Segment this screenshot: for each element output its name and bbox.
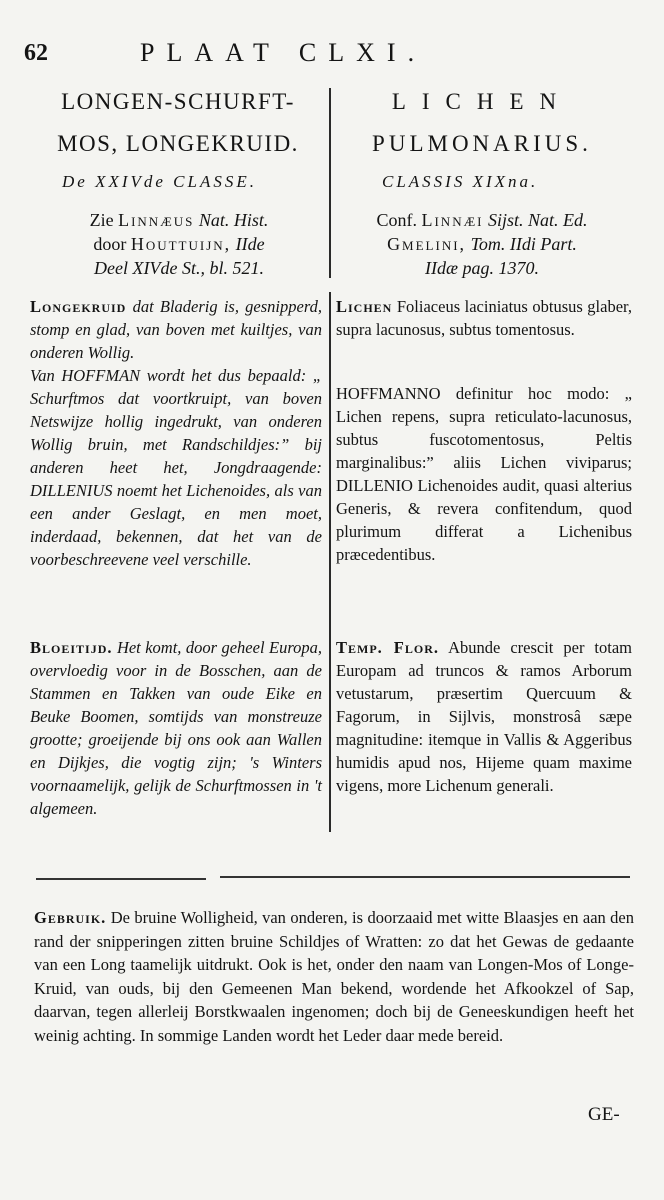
separator-right [220,876,630,878]
latin-name-line2: PULMONARIUS. [372,131,592,156]
dutch-class-label: De XXIVde CLASSE. [62,172,257,191]
latin-name-line1: LICHEN [391,89,573,114]
dutch-description: Longekruid dat Bladerig is, gesnipperd, stomp en glad, van boven met kuiltjes, van onderen Wollig. Van HOFFMAN wordt het dus bepaald: „ Schurftmos dat voortkruipt, van boven Netswijze hollig ingedrukt, van onderen Wollig bruin, met Randschildjes:” bij anderen heet het, Jongdraagende: DILLENIUS noemt het Lichenoides, als van een ander Geslagt, en men moet, inderdaad, bekennen, dat het van de voorbeschreevene veel verschille. [30,297,323,569]
plate-title: PLAAT CLXI. [140,38,427,67]
usage-paragraph: Gebruik. De bruine Wolligheid, van onderen, is doorzaaid met witte Blaasjes en aan den rand der snipperingen zitten bruine Schildjes of Wratten: zo dat het Gewas de gedaante van een Long taamelijk uitdrukt. Ook is het, onder den naam van Longen-Mos of Longe-Kruid, van ouds, bij den Gemeenen Man bekend, wordende het Afkookzel of Sap, daarvan, tegen allerleij Borstkwaalen ingenomen; doch bij de Geneeskundigen heeft het weinig achting. In sommige Landen wordt het Leder daar mede bereid. [34,908,635,1045]
dutch-name-line2: MOS, LONGEKRUID. [57,131,299,156]
column-divider-top [329,88,331,278]
catchword: GE- [588,1104,620,1125]
latin-class-label: CLASSIS XIXna. [382,172,539,191]
dutch-name-line1: LONGEN-SCHURFT- [61,89,295,114]
column-divider-main [329,292,331,832]
dutch-reference: Zie Linnæus Nat. Hist. door Houttuijn, IIde Deel XIVde St., bl. 521. [89,210,269,278]
page-number: 62 [24,40,48,66]
latin-flowering: Temp. Flor. Abunde crescit per totam Europam ad truncos & ramos Arborum vetustarum, præsertim Quercuum & Fagorum, in Sijlvis, monstrosâ sæpe magnitudine: itemque in Vallis & Aggeribus humidis apud nos, Hijeme quam maxime vigens, more Lichenum generali. [336,638,633,795]
dutch-flowering: Bloeitijd. Het komt, door geheel Europa, overvloedig voor in de Bosschen, aan de Stammen en Takken van oude Eike en Beuke Boomen, somtijds van monstreuze grootte; groeijende bij ons ook aan Wallen en Dijkjes, die vogtig zijn; 's Winters voornaamelijk, gelijk de Schurftmossen in 't algemeen. [30,638,322,818]
latin-description: Lichen Foliaceus laciniatus obtusus glaber, supra lacunosus, subtus tomentosus. [336,297,632,339]
latin-hoffmann: HOFFMANNO definitur hoc modo: „ Lichen repens, supra reticulato-lacunosus, subtus fuscotomentosus, Peltis marginalibus:” aliis Lichen viviparus; DILLENIO Lichenoides audit, quasi alterius Generis, & revera confitendum, quod plurimum differat a Lichenibus præcedentibus. [336,384,632,564]
separator-left [36,878,206,880]
latin-reference: Conf. Linnæi Sijst. Nat. Ed. Gmelini, Tom. IIdi Part. IIdæ pag. 1370. [376,210,588,278]
